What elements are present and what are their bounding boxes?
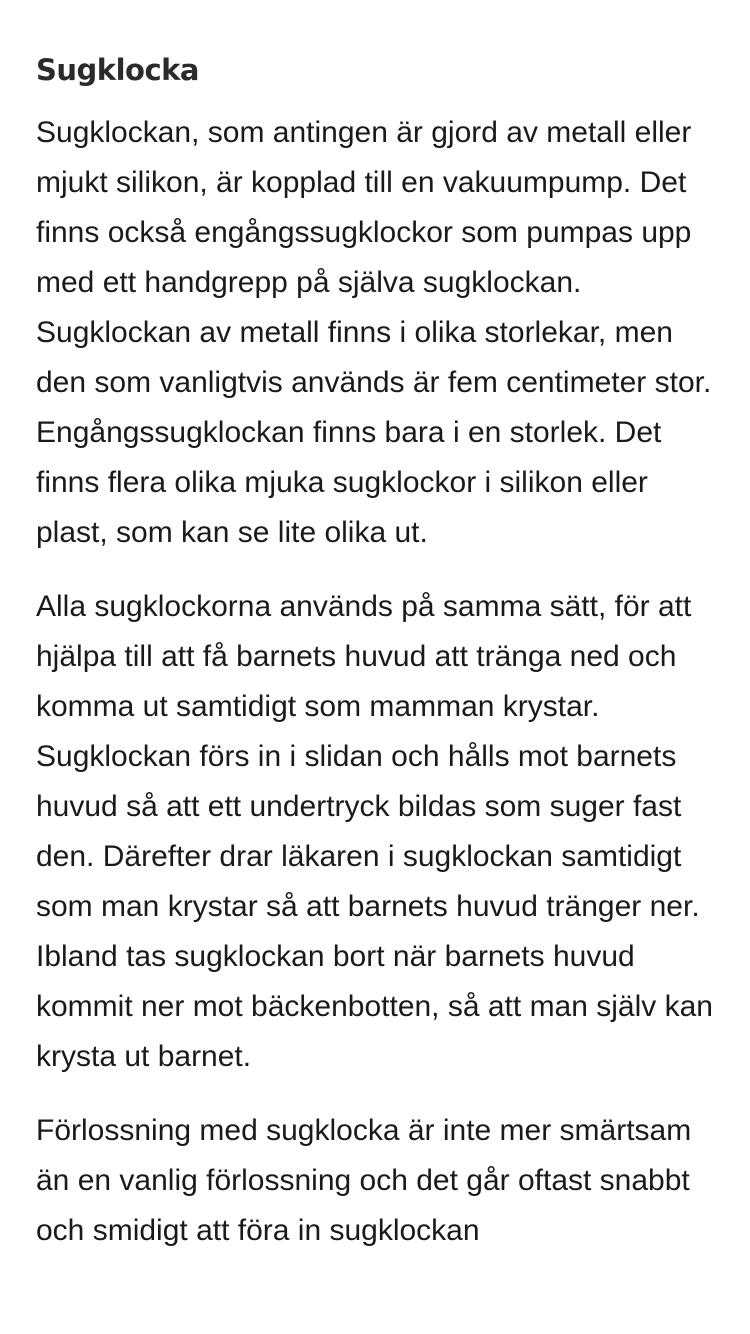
paragraph-3: Förlossning med sugklocka är inte mer smärtsam än en vanlig förlossning och det går oftast snabbt och smidigt att föra in sugklockan [36,1114,692,1247]
section-heading: Sugklocka [36,53,199,87]
paragraph-1: Sugklockan, som antingen är gjord av metall eller mjukt silikon, är kopplad till en vakuumpump. Det finns också engångssugklockor som pumpas upp med ett handgrepp på själva sugklockan. Sugklockan av metall finns i olika storlekar, men den som vanligtvis används är fem centimeter stor. Engångssugklockan finns bara i en storlek. Det finns flera olika mjuka sugklockor i silikon eller plast, som kan se lite olika ut. [36,116,712,549]
paragraph-2: Alla sugklockorna används på samma sätt, för att hjälpa till att få barnets huvud att tränga ned och komma ut samtidigt som mamman krystar. Sugklockan förs in i slidan och hålls mot barnets huvud så att ett undertryck bildas som suger fast den. Därefter drar läkaren i sugklockan samtidigt som man krystar så att barnets huvud tränger ner. Ibland tas sugklockan bort när barnets huvud kommit ner mot bäckenbotten, så att man själv kan krysta ut barnet. [36,590,713,1073]
article [36,48,716,1256]
